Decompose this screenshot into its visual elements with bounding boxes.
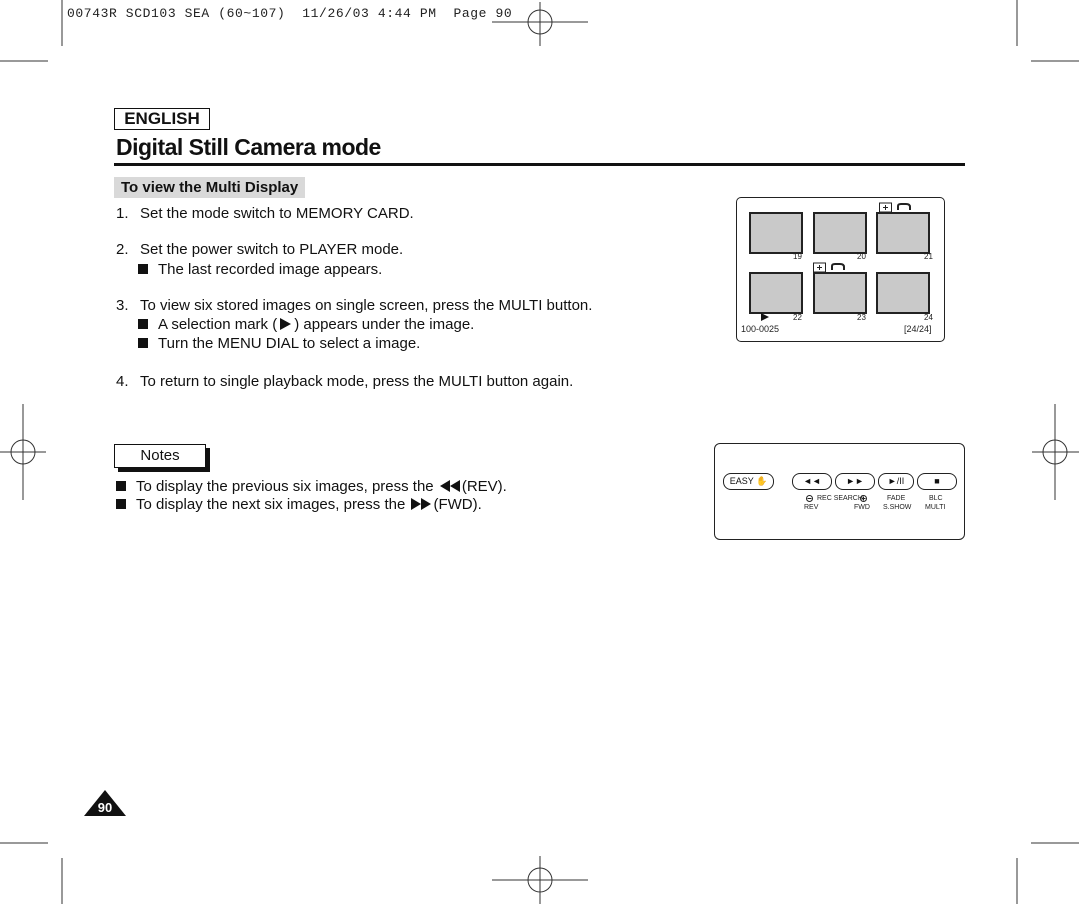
- square-bullet-icon: [116, 499, 126, 509]
- thumbnail-number: 21: [924, 252, 933, 261]
- page-number-badge: [84, 788, 128, 818]
- multi-label: MULTI: [925, 504, 946, 511]
- button-panel: [714, 443, 965, 540]
- thumbnail-24[interactable]: [876, 272, 930, 314]
- step-text: Set the mode switch to MEMORY CARD.: [140, 205, 414, 222]
- thumbnail-23[interactable]: [813, 272, 867, 314]
- fast-forward-icon: [411, 498, 431, 510]
- print-slug: 00743R SCD103 SEA (60~107) 11/26/03 4:44 PM Page 90: [67, 6, 513, 21]
- square-bullet-icon: [138, 319, 148, 329]
- note-item-rev: [116, 478, 507, 495]
- easy-button[interactable]: [723, 473, 774, 490]
- thumbnail-22[interactable]: [749, 272, 803, 314]
- note-item-fwd: [116, 496, 482, 513]
- thumbnail-number: 23: [857, 313, 866, 322]
- step-text: To view six stored images on single screen, press the MULTI button.: [140, 297, 593, 314]
- step-number: 4.: [116, 373, 129, 390]
- thumbnail-20[interactable]: [813, 212, 867, 254]
- step-3-bullet-b: [138, 335, 420, 352]
- step-number: 1.: [116, 205, 129, 222]
- rewind-icon: [440, 480, 460, 492]
- file-id: 100-0025: [741, 324, 780, 334]
- bullet-text-before: A selection mark (: [158, 316, 278, 333]
- slide-show-label: S.SHOW: [883, 504, 912, 511]
- selection-mark-icon: [761, 313, 769, 321]
- title-rule: [114, 163, 965, 166]
- square-bullet-icon: [116, 481, 126, 491]
- step-1: [116, 205, 414, 222]
- step-2: [116, 241, 403, 258]
- step-4: [116, 373, 573, 390]
- square-bullet-icon: [138, 338, 148, 348]
- thumbnail-number: 24: [924, 313, 933, 322]
- fade-label: FADE: [887, 495, 906, 502]
- notes-label: Notes: [114, 444, 206, 468]
- step-2-bullet: [138, 261, 382, 278]
- easy-mode-icon: ✋: [756, 476, 768, 486]
- note-text-before: To display the previous six images, press the: [136, 478, 434, 495]
- rev-label: REV: [804, 504, 819, 511]
- bullet-text: Turn the MENU DIAL to select a image.: [158, 335, 421, 352]
- bullet-text: The last recorded image appears.: [158, 261, 383, 278]
- rec-search-label: REC SEARCH: [817, 495, 863, 502]
- rev-button[interactable]: ◄◄: [792, 473, 832, 490]
- thumbnail-number: 19: [793, 252, 802, 261]
- easy-label: EASY: [729, 476, 754, 486]
- selection-mark-icon: [280, 318, 291, 330]
- step-text: Set the power switch to PLAYER mode.: [140, 241, 404, 258]
- fwd-button[interactable]: ►►: [835, 473, 875, 490]
- thumbnail-number: 20: [857, 252, 866, 261]
- bullet-text-after: ) appears under the image.: [294, 316, 475, 333]
- note-text-after: (REV).: [461, 478, 507, 495]
- plus-circle-icon: [860, 495, 867, 502]
- step-3: [116, 297, 592, 314]
- blc-label: BLC: [929, 495, 943, 502]
- step-3-bullet-a: [138, 316, 474, 333]
- minus-circle-icon: [806, 495, 813, 502]
- square-bullet-icon: [138, 264, 148, 274]
- page-number: 90: [97, 800, 113, 815]
- thumbnail-21[interactable]: [876, 212, 930, 254]
- step-number: 2.: [116, 241, 129, 258]
- section-heading: To view the Multi Display: [114, 177, 305, 198]
- play-pause-button[interactable]: ►/II: [878, 473, 914, 490]
- step-number: 3.: [116, 297, 129, 314]
- multi-display-screen: [736, 197, 945, 342]
- thumbnail-19[interactable]: [749, 212, 803, 254]
- image-counter: [24/24]: [904, 324, 932, 334]
- thumbnail-number: 22: [793, 313, 802, 322]
- language-badge: ENGLISH: [114, 108, 210, 130]
- note-text-after: (FWD).: [433, 496, 482, 513]
- page-title: Digital Still Camera mode: [116, 134, 381, 160]
- fwd-label: FWD: [854, 504, 870, 511]
- step-text: To return to single playback mode, press the MULTI button again.: [140, 373, 574, 390]
- stop-button[interactable]: ■: [917, 473, 957, 490]
- note-text-before: To display the next six images, press the: [136, 496, 406, 513]
